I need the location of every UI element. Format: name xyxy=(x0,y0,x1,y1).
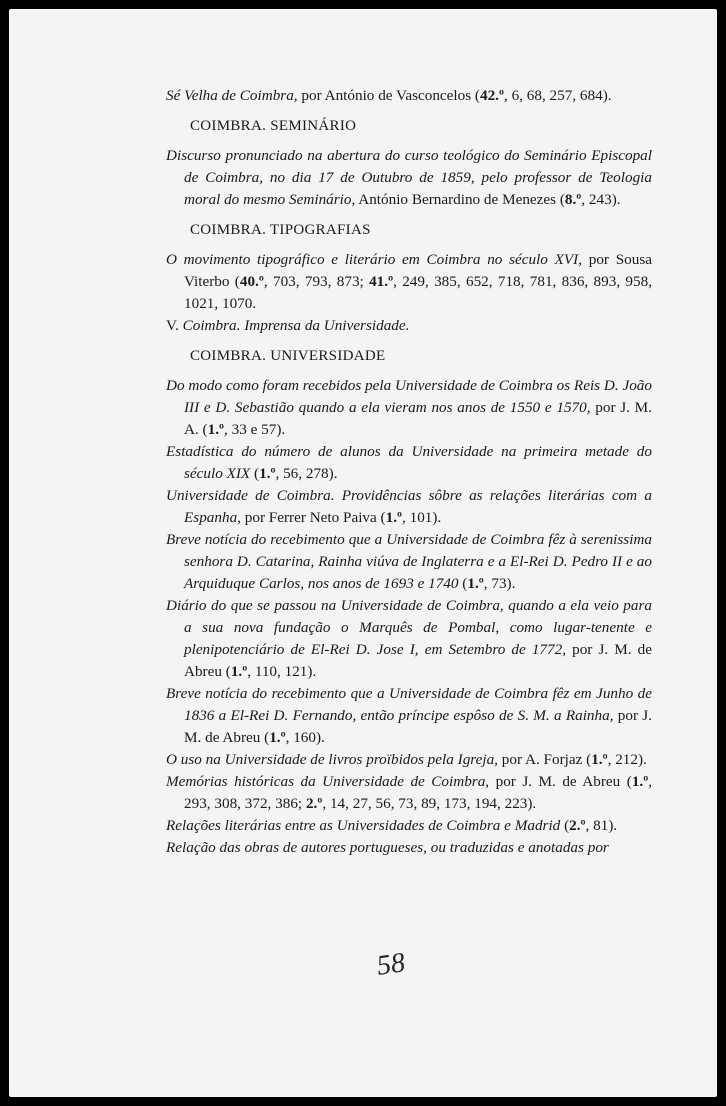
index-entry: Estadística do número de alunos da Universidade na primeira metade do século XIX (1.º, 56, 278). xyxy=(166,443,652,482)
entry-title: Memórias históricas da Universidade de Coimbra, xyxy=(166,773,490,790)
index-entry: Diário do que se passou na Universidade de Coimbra, quando a ela veio para a sua nova fundação o Marquês de Pombal, como lugar-tenente e plenipotenciário de El-Rei D. Jose I, em Setembro de 1772, por J. M. de Abreu (1.º, 110, 121). xyxy=(166,597,652,680)
entry-title: Estadística do número de alunos da Universidade na primeira metade do século XIX xyxy=(166,443,652,482)
index-content xyxy=(166,85,652,859)
section-heading-tipografias: COIMBRA. TIPOGRAFIAS xyxy=(190,222,371,238)
entry-title: Do modo como foram recebidos pela Universidade de Coimbra os Reis D. João III e D. Sebastião quando a ela vieram nos anos de 1550 e 1570, xyxy=(166,377,652,416)
entry-title: Discurso pronunciado na abertura do curso teológico do Seminário Episcopal de Coimbra, no dia 17 de Outubro de 1859, pelo professor de Teologia moral do mesmo Seminário, xyxy=(166,147,652,208)
entry-title: Breve notícia do recebimento que a Universidade de Coimbra fêz em Junho de 1836 a El-Rei D. Fernando, então príncipe espôso de S. M. a Rainha, xyxy=(166,685,652,724)
entry-title: O uso na Universidade de livros proïbidos pela Igreja, xyxy=(166,751,498,768)
index-entry xyxy=(166,837,652,859)
index-entry: Breve notícia do recebimento que a Universidade de Coimbra fêz em Junho de 1836 a El-Rei D. Fernando, então príncipe espôso de S. M. a Rainha, por J. M. de Abreu (1.º, 160). xyxy=(166,685,652,746)
entry-title: Relação das obras de autores portugueses, ou traduzidas e anotadas por xyxy=(166,839,609,856)
page-number: 58 xyxy=(374,947,407,982)
index-entry: Breve notícia do recebimento que a Universidade de Coimbra fêz à serenissima senhora D. Catarina, Rainha viúva de Inglaterra e a El-Rei D. Pedro II e ao Arquiduque Carlos, nos anos de 1693 e 1740 (1.º, 73). xyxy=(166,531,652,592)
index-entry: Discurso pronunciado na abertura do curso teológico do Seminário Episcopal de Coimbra, no dia 17 de Outubro de 1859, pelo professor de Teologia moral do mesmo Seminário, António Bernardino de Menezes (8.º, 243). xyxy=(166,147,652,208)
index-entry: Do modo como foram recebidos pela Universidade de Coimbra os Reis D. João III e D. Sebastião quando a ela vieram nos anos de 1550 e 1570, por J. M. A. (1.º, 33 e 57). xyxy=(166,377,652,438)
entry-title: Breve notícia do recebimento que a Universidade de Coimbra fêz à serenissima senhora D. Catarina, Rainha viúva de Inglaterra e a El-Rei D. Pedro II e ao Arquiduque Carlos, nos anos de 1693 e 1740 xyxy=(166,531,652,592)
index-entry: Sé Velha de Coimbra, por António de Vasconcelos (42.º, 6, 68, 257, 684). xyxy=(166,87,612,104)
entry-title: Diário do que se passou na Universidade de Coimbra, quando a ela veio para a sua nova fundação o Marquês de Pombal, como lugar-tenente e plenipotenciário de El-Rei D. Jose I, em Setembro de 1772, xyxy=(166,597,652,658)
index-entry: O uso na Universidade de livros proïbidos pela Igreja, por A. Forjaz (1.º, 212). xyxy=(166,751,647,768)
index-entry: O movimento tipográfico e literário em Coimbra no século XVI, por Sousa Viterbo (40.º, 703, 793, 873; 41.º, 249, 385, 652, 718, 781, 836, 893, 958, 1021, 1070. xyxy=(166,251,652,312)
index-entry: Relações literárias entre as Universidades de Coimbra e Madrid (2.º, 81). xyxy=(166,817,618,834)
entry-title: Sé Velha de Coimbra, xyxy=(166,87,298,104)
section-heading-universidade: COIMBRA. UNIVERSIDADE xyxy=(190,348,386,364)
book-page xyxy=(9,9,717,1097)
index-entry: Universidade de Coimbra. Providências sôbre as relações literárias com a Espanha, por Ferrer Neto Paiva (1.º, 101). xyxy=(166,487,652,526)
entry-title: Relações literárias entre as Universidades de Coimbra e Madrid xyxy=(166,817,561,834)
see-also-reference: V. Coimbra. Imprensa da Universidade. xyxy=(166,317,410,334)
index-entry: Memórias históricas da Universidade de Coimbra, por J. M. de Abreu (1.º, 293, 308, 372, 386; 2.º, 14, 27, 56, 73, 89, 173, 194, 223). xyxy=(166,773,653,812)
entry-title: Universidade de Coimbra. Providências sôbre as relações literárias com a Espanha, xyxy=(166,487,652,526)
section-heading-seminario: COIMBRA. SEMINÁRIO xyxy=(190,118,357,134)
entry-title: O movimento tipográfico e literário em Coimbra no século XVI, xyxy=(166,251,583,268)
